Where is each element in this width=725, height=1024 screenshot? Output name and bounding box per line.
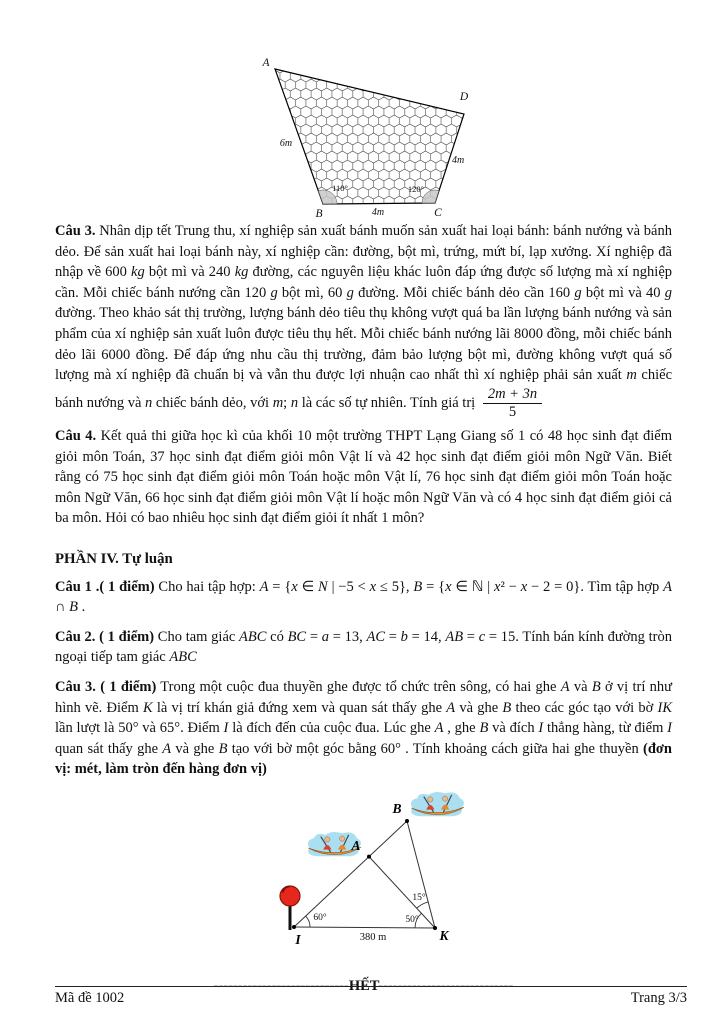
vertex-label-b: B bbox=[315, 208, 323, 220]
boat-icon bbox=[411, 792, 464, 816]
part4-question-2: Câu 2. ( 1 điểm) Cho tam giác ABC có BC = a = 13, AC = b = 14, AB = c = 15. Tính bán kính đường tròn ngoại tiếp tam giác ABC bbox=[55, 628, 672, 666]
question-4: Câu 4. Kết quả thi giữa học kì của khối 10 một trường THPT Lạng Giang số 1 có 48 học sinh đạt điểm giỏi môn Toán, 37 học sinh đạt điểm giỏi môn Vật lí và 42 học sinh đạt điểm giỏi môn Ngữ Văn. Biết rằng có 75 học sinh đạt điểm giỏi môn Toán hoặc môn Vật lí, 76 học sinh đạt điểm giỏi môn Toán hoặc môn Ngữ Văn, 66 học sinh đạt điểm giỏi môn Vật lí hoặc môn Ngữ Văn và có 4 học sinh đạt điểm giỏi cả ba môn. Hỏi có bao nhiêu học sinh đạt điểm giỏi ít nhất 1 môn? bbox=[55, 428, 672, 527]
angle-label-c: 120° bbox=[407, 184, 425, 194]
angle-label-b: 110° bbox=[332, 183, 348, 193]
angle-label-k-lower: 50° bbox=[405, 915, 419, 925]
distance-label: 380 m bbox=[359, 932, 387, 943]
side-label-dc: 4m bbox=[452, 155, 465, 166]
garden-quadrilateral bbox=[275, 69, 464, 204]
point-label-a: A bbox=[351, 838, 361, 853]
page-footer bbox=[55, 986, 687, 1007]
garden-diagram bbox=[228, 52, 502, 222]
part4-question-1: Câu 1 .( 1 điểm) Cho hai tập hợp: A = {x ∈ N | −5 < x ≤ 5}, B = {x ∈ ℕ | x² − x − 2 = 0}. Tìm tập hợp A ∩ B . bbox=[55, 578, 672, 616]
angle-label-k-upper: 15° bbox=[412, 893, 426, 903]
page-number: Trang 3/3 bbox=[630, 990, 687, 1006]
boat-race-diagram bbox=[253, 786, 497, 964]
exam-code: Mã đề 1002 bbox=[55, 990, 125, 1006]
part-4-heading: PHẦN IV. Tự luận bbox=[55, 551, 173, 568]
angle-label-i: 60° bbox=[313, 913, 327, 923]
exam-body bbox=[55, 221, 672, 997]
vertex-label-c: C bbox=[434, 207, 442, 219]
vertex-label-a: A bbox=[262, 57, 270, 69]
question-3: Câu 3. Nhân dịp tết Trung thu, xí nghiệp sản xuất bánh muốn sản xuất hai loại bánh: bánh nướng và bánh dẻo. Để sản xuất hai loại bánh này, xí nghiệp cần: đường, bột mì, trứng, mứt bí, lạp xưởng. Xí nghiệp đã nhập về 600 kg bột mì và 240 kg đường, các nguyên liệu khác luôn đáp ứng được số lượng mà xí nghiệp cần. Mỗi chiếc bánh nướng cần 120 g bột mì, 60 g đường. Mỗi chiếc bánh dẻo cần 160 g bột mì và 40 g đường. Theo khảo sát thị trường, lượng bánh dẻo tiêu thụ không vượt quá ba lần lượng bánh nướng và sản phẩm của xí nghiệp sản xuất luôn được tiêu thụ hết. Mỗi chiếc bánh nướng lãi 8000 đồng, mỗi chiếc bánh dẻo lãi 6000 đồng. Để đáp ứng nhu cầu thị trường, đảm bảo lượng bột mì, đường không vượt quá số lượng mà xí nghiệp đã chuẩn bị và vẫn thu được lợi nhuận cao nhất thì xí nghiệp phải sản xuất m chiếc bánh nướng và n chiếc bánh dẻo, với m; n là các số tự nhiên. Tính giá trị $\frac{2m + 3n}{5}$ bbox=[55, 223, 673, 421]
point-label-k: K bbox=[439, 928, 449, 943]
vertex-label-d: D bbox=[459, 91, 469, 103]
part4-question-3: Câu 3. ( 1 điểm) Trong một cuộc đua thuyền ghe được tổ chức trên sông, có hai ghe A và B ở vị trí như hình vẽ. Điểm K là vị trí khán giả đứng xem và quan sát thấy ghe A và ghe B theo các góc tạo với bờ IK lần lượt là 50° và 65°. Điểm I là đích đến của cuộc đua. Lúc ghe A , ghe B và đích I thẳng hàng, từ điểm I quan sát thấy ghe A và ghe B tạo với bờ một góc bằng 60° . Tính khoảng cách giữa hai ghe thuyền (đơn vị: mét, làm tròn đến hàng đơn vị) bbox=[55, 679, 673, 778]
side-label-bc: 4m bbox=[371, 207, 385, 218]
end-of-exam-line: ----------------------------HẾT---------------------------- bbox=[213, 978, 514, 994]
point-label-b: B bbox=[392, 801, 402, 816]
point-label-i: I bbox=[295, 932, 301, 947]
finish-marker-icon bbox=[280, 886, 300, 930]
side-label-ab: 6m bbox=[279, 138, 293, 149]
